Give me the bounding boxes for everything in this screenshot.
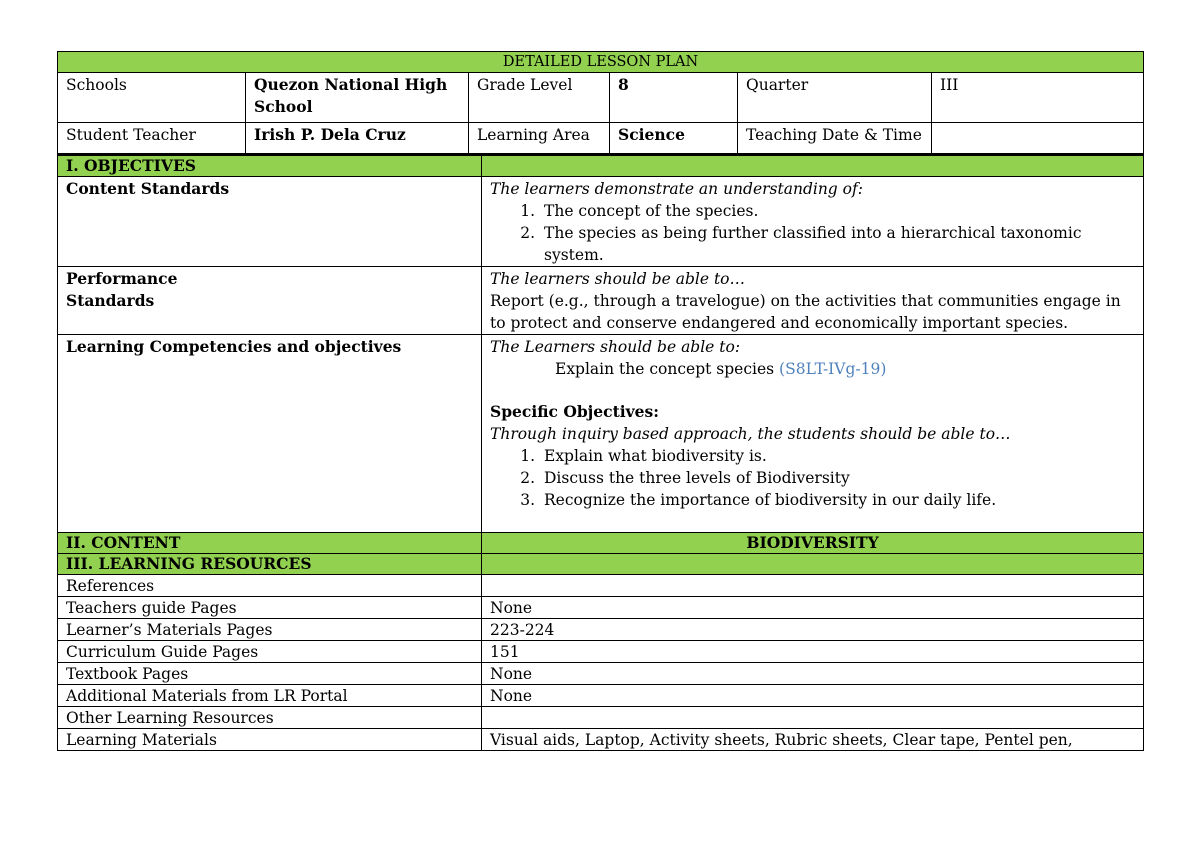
content-standards-list (490, 200, 1135, 266)
student-teacher-label: Student Teacher (58, 123, 246, 154)
competency-line (490, 358, 1135, 380)
resource-value: None (482, 597, 1144, 619)
quarter-value: III (932, 73, 1144, 123)
quarter-label: Quarter (738, 73, 932, 123)
grade-level-value: 8 (610, 73, 738, 123)
performance-label-line1: Performance (66, 269, 178, 288)
resource-value: None (482, 663, 1144, 685)
content-heading: II. CONTENT (58, 533, 482, 554)
teaching-date-value (932, 123, 1144, 154)
learning-resources-heading-fill (482, 554, 1144, 575)
performance-standards-text: Report (e.g., through a travelogue) on the activities that communities engage in to protect and conserve endangered and economically important species. (490, 292, 1121, 332)
resource-value: Visual aids, Laptop, Activity sheets, Rubric sheets, Clear tape, Pentel pen, (482, 729, 1144, 751)
list-item: 2. The species as being further classified into a hierarchical taxonomic system. (540, 222, 1135, 266)
learning-area-value: Science (610, 123, 738, 154)
lesson-body-table (57, 154, 1144, 751)
spacer (490, 380, 1135, 401)
resource-label: Additional Materials from LR Portal (58, 685, 482, 707)
list-item: 1. The concept of the species. (540, 200, 1135, 222)
competencies-intro: The Learners should be able to: (490, 338, 741, 356)
resource-label: Teachers guide Pages (58, 597, 482, 619)
resource-label: Textbook Pages (58, 663, 482, 685)
objectives-heading: I. OBJECTIVES (58, 155, 482, 177)
schools-value: Quezon National High School (246, 73, 469, 123)
resource-value (482, 575, 1144, 597)
student-teacher-value: Irish P. Dela Cruz (246, 123, 469, 154)
learning-competencies-value (482, 335, 1144, 533)
specific-objectives-intro: Through inquiry based approach, the students should be able to… (490, 425, 1011, 443)
schools-label: Schools (58, 73, 246, 123)
competency-code: (S8LT-IVg-19) (779, 360, 887, 378)
content-value: BIODIVERSITY (482, 533, 1144, 554)
resource-value: 223-224 (482, 619, 1144, 641)
learning-competencies-label: Learning Competencies and objectives (58, 335, 482, 533)
resource-label: References (58, 575, 482, 597)
performance-label-line2: Standards (66, 291, 155, 310)
resource-label: Other Learning Resources (58, 707, 482, 729)
lesson-plan-page (57, 51, 1143, 751)
competency-text: Explain the concept species (555, 360, 775, 378)
resource-label: Curriculum Guide Pages (58, 641, 482, 663)
specific-objectives-heading: Specific Objectives: (490, 402, 659, 421)
resource-label: Learning Materials (58, 729, 482, 751)
teaching-date-label: Teaching Date & Time (738, 123, 932, 154)
list-item: 3. Recognize the importance of biodiversity in our daily life. (540, 489, 1135, 511)
performance-standards-label (58, 267, 482, 335)
performance-standards-intro: The learners should be able to… (490, 270, 746, 288)
performance-standards-value (482, 267, 1144, 335)
content-standards-label: Content Standards (58, 177, 482, 267)
grade-level-label: Grade Level (469, 73, 610, 123)
specific-objectives-list (490, 445, 1135, 511)
learning-area-label: Learning Area (469, 123, 610, 154)
resource-label: Learner’s Materials Pages (58, 619, 482, 641)
list-item: 2. Discuss the three levels of Biodiversity (540, 467, 1135, 489)
resource-value (482, 707, 1144, 729)
list-item: 1. Explain what biodiversity is. (540, 445, 1135, 467)
resource-value: 151 (482, 641, 1144, 663)
header-table (57, 51, 1144, 154)
learning-resources-heading: III. LEARNING RESOURCES (58, 554, 482, 575)
content-standards-intro: The learners demonstrate an understanding of: (490, 180, 863, 198)
document-title: DETAILED LESSON PLAN (58, 52, 1144, 73)
content-standards-value (482, 177, 1144, 267)
resource-value: None (482, 685, 1144, 707)
objectives-heading-fill (482, 155, 1144, 177)
